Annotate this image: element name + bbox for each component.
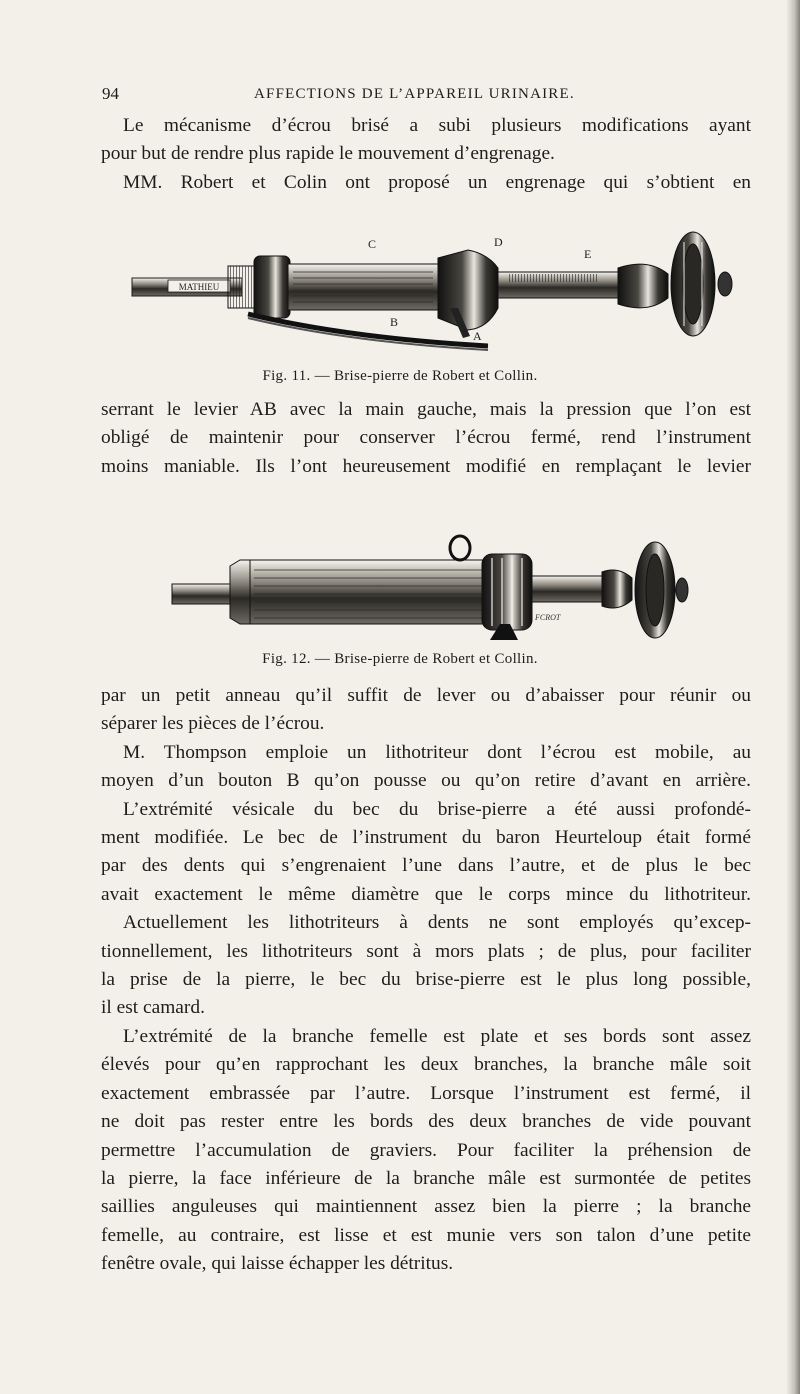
- text-line: fenêtre ovale, qui laisse échapper les détritus.: [101, 1253, 454, 1275]
- text-line: ne doit pas rester entre les bords des deux branches de vide pouvant: [101, 1111, 751, 1133]
- page-header: [102, 84, 752, 108]
- text-line: tionnellement, les lithotriteurs sont à mors plats ; de plus, pour faciliter: [101, 940, 751, 962]
- label-e: E: [584, 247, 592, 261]
- text-line: la prise de la pierre, le bec du brise-pierre est le plus long possible,: [101, 969, 751, 991]
- text-line: Le mécanisme d’écrou brisé a subi plusieurs modifications ayant: [123, 115, 751, 136]
- paragraph-lever: [101, 396, 751, 481]
- text-line: saillies anguleuses qui maintiennent assez bien la pierre ; la branche: [101, 1196, 751, 1218]
- figure-11-lithotrite-illustration: [128, 228, 738, 363]
- text-line: M. Thompson emploie un lithotriteur dont l’écrou est mobile, au: [123, 741, 751, 763]
- page-number: 94: [102, 84, 119, 103]
- paragraph-intro: [101, 112, 751, 197]
- figure-12-caption: Fig. 12. — Brise-pierre de Robert et Collin.: [262, 651, 538, 667]
- text-line: femelle, au contraire, est lisse et est munie vers son talon d’une petite: [101, 1224, 751, 1246]
- text-line: permettre l’accumulation de graviers. Pour faciliter la préhension de: [101, 1139, 751, 1161]
- maker-stamp: FCROT: [535, 613, 561, 622]
- text-line: par un petit anneau qu’il suffit de lever ou d’abaisser pour réunir ou: [101, 685, 751, 706]
- text-line: séparer les pièces de l’écrou.: [101, 713, 325, 735]
- text-line: obligé de maintenir pour conserver l’écrou fermé, rend l’instrument: [101, 427, 751, 449]
- text-line: Actuellement les lithotriteurs à dents ne sont employés qu’excep-: [123, 912, 751, 934]
- text-line: L’extrémité vésicale du bec du brise-pierre a été aussi profondé-: [123, 798, 751, 820]
- label-c: C: [368, 237, 377, 251]
- figure-11-caption: Fig. 11. — Brise-pierre de Robert et Collin.: [262, 368, 538, 384]
- page-edge-shadow: [786, 0, 800, 1394]
- label-b: B: [390, 315, 399, 329]
- text-line: il est camard.: [101, 997, 205, 1019]
- text-line: MM. Robert et Colin ont proposé un engrenage qui s’obtient en: [123, 171, 751, 193]
- text-line: la pierre, la face inférieure de la branche mâle est surmontée de petites: [101, 1167, 751, 1189]
- figure-12-lithotrite-illustration: [170, 528, 690, 646]
- text-line: serrant le levier AB avec la main gauche, mais la pression que l’on est: [101, 399, 751, 420]
- text-line: par des dents qui s’engrenaient l’une dans l’autre, et de plus le bec: [101, 855, 751, 877]
- text-line: exactement embrassée par l’autre. Lorsque l’instrument est fermé, il: [101, 1082, 751, 1104]
- running-head: AFFECTIONS DE L’APPAREIL URINAIRE.: [254, 86, 575, 102]
- text-line: élevés pour qu’en rapprochant les deux branches, la branche mâle soit: [101, 1054, 751, 1076]
- text-line: avait exactement le même diamètre que le corps mince du lithotriteur.: [101, 883, 751, 905]
- paragraph-main: [101, 682, 751, 1279]
- text-line: ment modifiée. Le bec de l’instrument du baron Heurteloup était formé: [101, 827, 751, 849]
- text-line: moins maniable. Ils l’ont heureusement modifié en remplaçant le levier: [101, 455, 751, 477]
- text-line: L’extrémité de la branche femelle est plate et ses bords sont assez: [123, 1025, 751, 1047]
- text-line: moyen d’un bouton B qu’on pousse ou qu’on retire d’avant en arrière.: [101, 770, 751, 792]
- label-d: D: [494, 235, 503, 249]
- maker-stamp: MATHIEU: [178, 282, 220, 292]
- label-a: A: [473, 329, 482, 343]
- text-line: pour but de rendre plus rapide le mouvement d’engrenage.: [101, 143, 555, 165]
